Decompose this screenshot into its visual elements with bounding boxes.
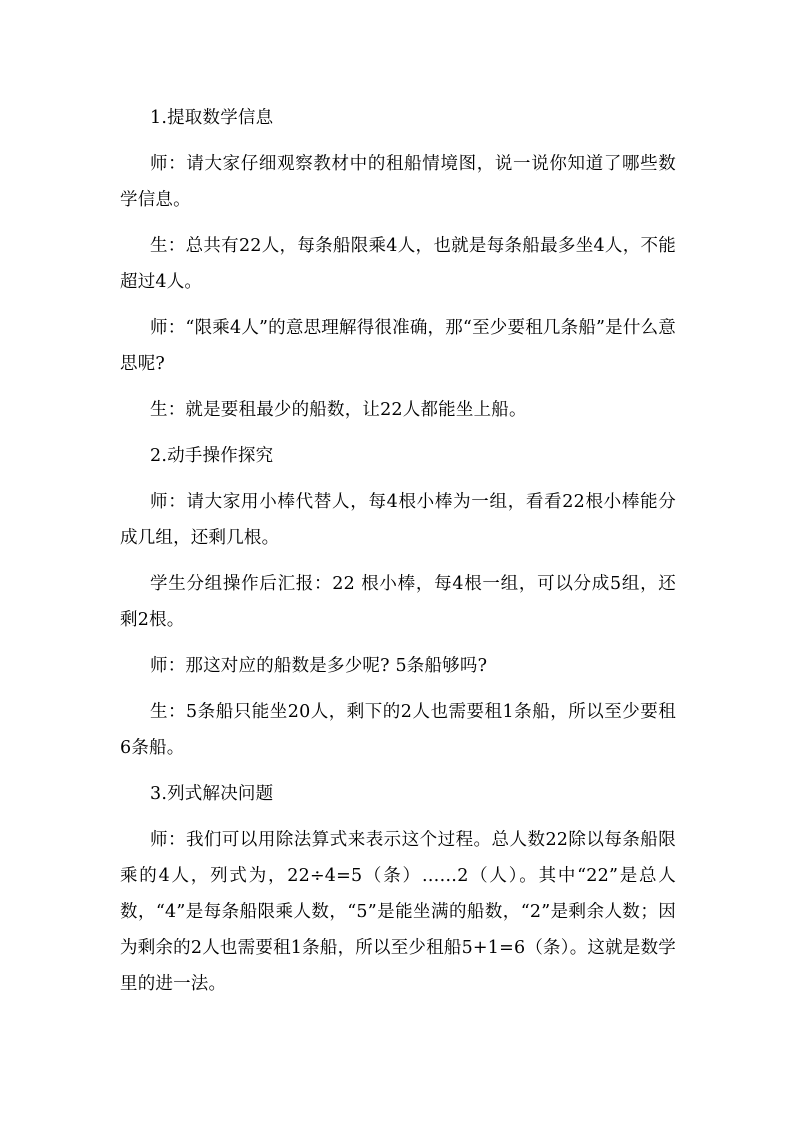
teacher-paragraph: 师：请大家仔细观察教材中的租船情境图，说一说你知道了哪些数学信息。 — [120, 154, 676, 210]
section-heading-solve: 3.列式解决问题 — [150, 784, 274, 804]
teacher-explanation-paragraph: 师：我们可以用除法算式来表示这个过程。总人数22除以每条船限乘的4人，列式为，22÷4=5（条）……2（人）。其中“22”是总人数，“4”是每条船限乘人数，“5”是能坐满的船数，“2”是剩余人数；因为剩余的2人也需要租1条船，所以至少租船5+1=6（条）。这就是数学里的进一法。 — [120, 830, 676, 994]
document-body — [120, 100, 676, 1012]
student-paragraph: 生：就是要租最少的船数，让22人都能坐上船。 — [150, 400, 527, 420]
student-paragraph: 生：5条船只能坐20人，剩下的2人也需要租1条船，所以至少要租6条船。 — [120, 702, 676, 758]
teacher-paragraph: 师：“限乘4人”的意思理解得很准确，那“至少要租几条船”是什么意思呢? — [120, 318, 676, 374]
student-paragraph: 生：总共有22人，每条船限乘4人，也就是每条船最多坐4人，不能超过4人。 — [120, 236, 676, 292]
teacher-paragraph: 师：请大家用小棒代替人，每4根小棒为一组，看看22根小棒能分成几组，还剩几根。 — [120, 492, 676, 548]
section-heading-extract-info: 1.提取数学信息 — [150, 108, 274, 128]
teacher-paragraph: 师：那这对应的船数是多少呢? 5条船够吗? — [150, 656, 488, 676]
student-report-paragraph: 学生分组操作后汇报：22 根小棒，每4根一组，可以分成5组，还剩2根。 — [120, 574, 676, 630]
section-heading-hands-on: 2.动手操作探究 — [150, 446, 274, 466]
